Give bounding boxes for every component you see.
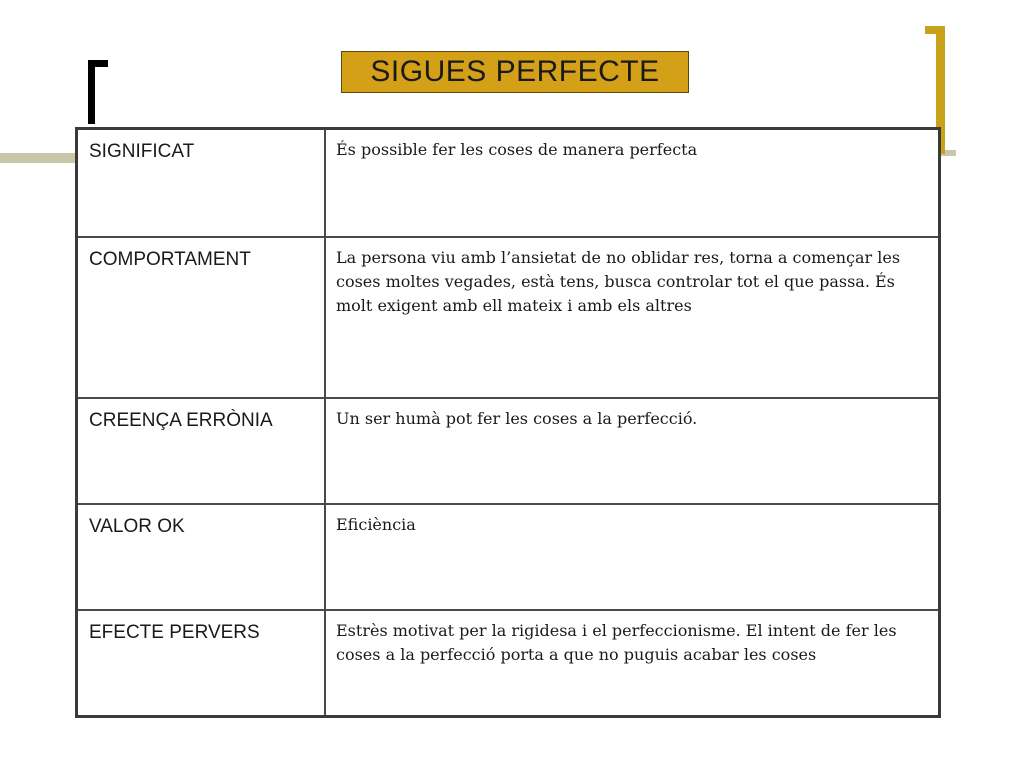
table-row <box>78 399 938 505</box>
row-label: SIGNIFICAT <box>78 130 326 236</box>
table-row <box>78 505 938 611</box>
content-table <box>75 127 941 718</box>
decorative-right-bracket-top <box>925 26 945 34</box>
row-label: EFECTE PERVERS <box>78 611 326 715</box>
row-value: Un ser humà pot fer les coses a la perfecció. <box>336 409 698 428</box>
row-label: COMPORTAMENT <box>78 238 326 397</box>
row-label: CREENÇA ERRÒNIA <box>78 399 326 503</box>
table-row <box>78 130 938 238</box>
row-value: És possible fer les coses de manera perfecta <box>336 140 698 159</box>
table-row <box>78 611 938 715</box>
decorative-left-bar <box>0 153 76 163</box>
row-value: La persona viu amb l’ansietat de no oblidar res, torna a començar les coses moltes vegades, està tens, busca controlar tot el que passa. És molt exigent amb ell mateix i amb els altres <box>336 248 901 315</box>
slide-title: SIGUES PERFECTE <box>341 51 689 93</box>
table-row <box>78 238 938 399</box>
decorative-left-bracket-top <box>88 60 108 67</box>
row-value: Eficiència <box>336 515 416 534</box>
decorative-left-bracket <box>88 60 95 124</box>
row-label: VALOR OK <box>78 505 326 609</box>
row-value: Estrès motivat per la rigidesa i el perfeccionisme. El intent de fer les coses a la perfecció porta a que no puguis acabar les coses <box>336 621 897 664</box>
